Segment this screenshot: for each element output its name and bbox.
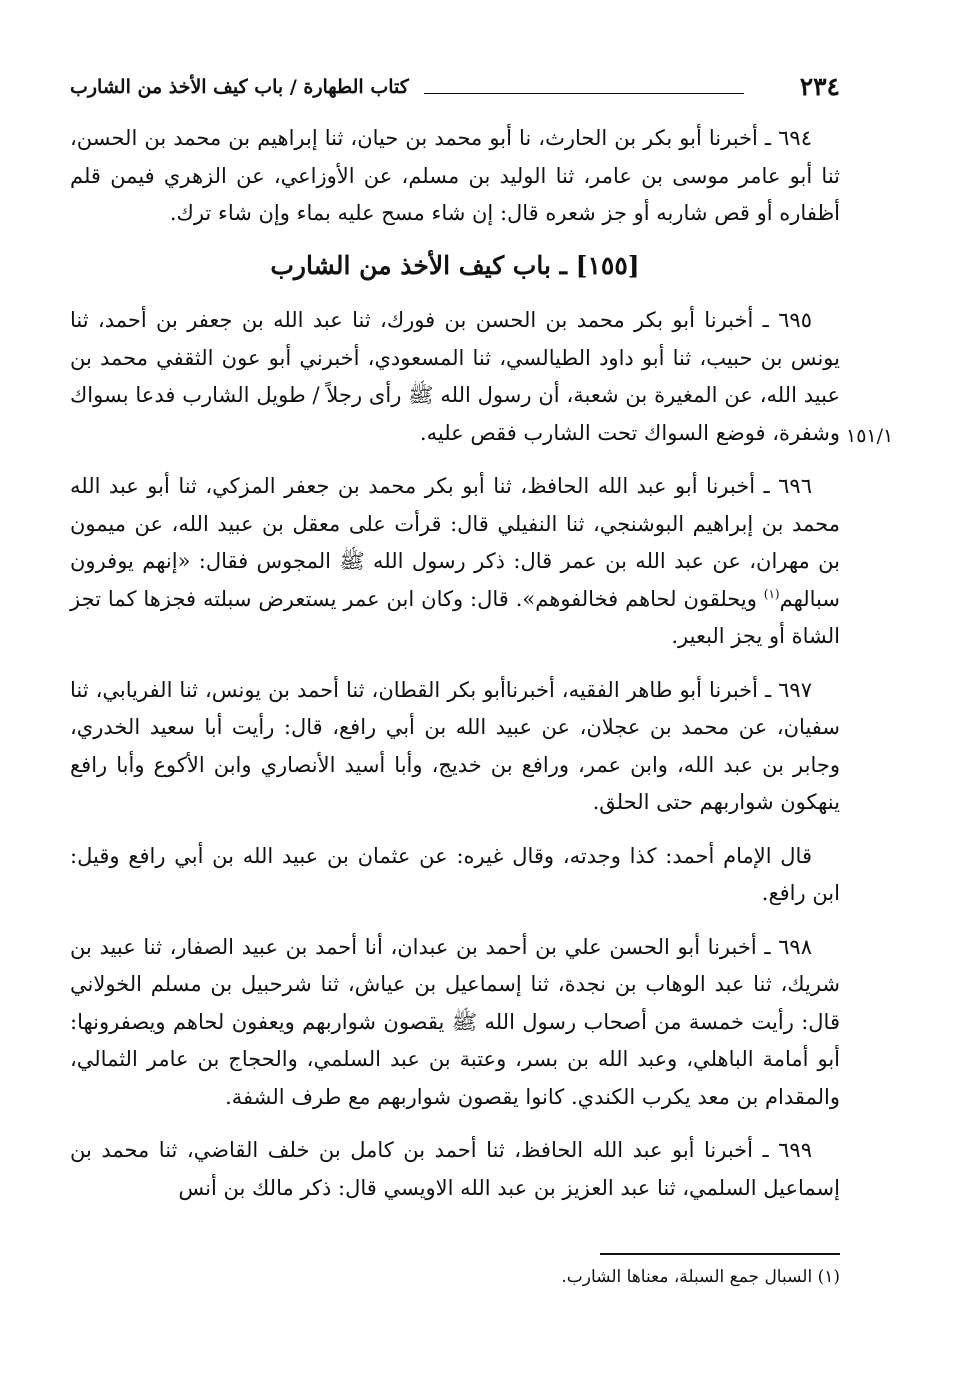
main-text: [70, 120, 840, 1215]
header-rule: [424, 93, 744, 94]
hadith-696: [70, 468, 840, 656]
hadith-694: ٦٩٤ ـ أخبرنا أبو بكر بن الحارث، نا أبو محمد بن حيان، ثنا إبراهيم بن محمد بن الحسن، ثنا أبو عامر موسى بن عامر، ثنا الوليد بن مسلم، عن الأوزاعي، عن الزهري فيمن قلم أظفاره أو قص شاربه أو جز شعره قال: إن شاء مسح عليه بماء وإن شاء ترك.: [70, 126, 840, 225]
hadith-698: ٦٩٨ ـ أخبرنا أبو الحسن علي بن أحمد بن عبدان، أنا أحمد بن عبيد الصفار، ثنا عبيد بن شريك، ثنا عبد الوهاب بن نجدة، ثنا إسماعيل بن عياش، ثنا شرحبيل بن مسلم الخولاني قال: رأيت خمسة من أصحاب رسول الله ﷺ يقصون شواربهم ويعفون لحاهم ويصفرونها: أبو أمامة الباهلي، وعبد الله بن بسر، وعتبة بن عبد السلمي، والحجاج بن عامر الثمالي، والمقدام بن معد يكرب الكندي. كانوا يقصون شواربهم مع طرف الشفة.: [70, 934, 840, 1109]
manuscript-folio-note: ١٥١/١: [846, 425, 894, 447]
page-number: ٢٣٤: [799, 72, 840, 101]
running-title: كتاب الطهارة / باب كيف الأخذ من الشارب: [70, 76, 409, 98]
hadith-695: ٦٩٥ ـ أخبرنا أبو بكر محمد بن الحسن بن فورك، ثنا عبد الله بن جعفر بن أحمد، ثنا يونس بن حبيب، ثنا أبو داود الطيالسي، ثنا المسعودي، أخبرني أبو عون الثقفي محمد بن عبيد الله، عن المغيرة بن شعبة، أن رسول الله ﷺ رأى رجلاً / طويل الشارب فدعا بسواك وشفرة، فوضع السواك تحت الشارب فقص عليه.: [70, 308, 840, 445]
hadith-699: ٦٩٩ ـ أخبرنا أبو عبد الله الحافظ، ثنا أحمد بن كامل بن خلف القاضي، ثنا محمد بن إسماعيل السلمي، ثنا عبد العزيز بن عبد الله الاويسي قال: ذكر مالك بن أنس: [70, 1138, 840, 1200]
footnote-rule: [600, 1253, 840, 1255]
hadith-696-text-b: ويحلقون لحاهم فخالفوهم». قال: وكان ابن عمر يستعرض سبلته فجزها كما تجز الشاة أو يجز البعير.: [70, 586, 840, 648]
footnote: (١) السبال جمع السبلة، معناها الشارب.: [561, 1267, 840, 1287]
hadith-697: ٦٩٧ ـ أخبرنا أبو طاهر الفقيه، أخبرناأبو بكر القطان، ثنا أحمد بن يونس، ثنا الفريابي، ثنا سفيان، عن محمد بن عجلان، عن عبيد الله بن أبي رافع، قال: رأيت أبا سعيد الخدري، وجابر بن عبد الله، وابن عمر، ورافع بن خديج، وأبا أسيد الأنصاري وابن الأكوع وأبا رافع ينهكون شواربهم حتى الحلق.: [70, 677, 841, 814]
footnote-marker: (١): [763, 586, 780, 601]
page-header: [70, 68, 840, 108]
hadith-696-text-a: ٦٩٦ ـ أخبرنا أبو عبد الله الحافظ، ثنا أبو بكر محمد بن جعفر المزكي، ثنا أبو عبد الله محمد بن إبراهيم البوشنجي، ثنا النفيلي قال: قرأت على معقل بن عبيد الله، عن ميمون بن مهران، عن عبد الله بن عمر قال: ذكر رسول الله ﷺ المجوس فقال: «إنهم يوفرون سبالهم: [70, 474, 840, 611]
chapter-heading: [١٥٥] ـ باب كيف الأخذ من الشارب: [270, 250, 640, 280]
imam-ahmad-comment: قال الإمام أحمد: كذا وجدته، وقال غيره: عن عثمان بن عبيد الله بن أبي رافع وقيل: ابن رافع.: [70, 843, 840, 905]
